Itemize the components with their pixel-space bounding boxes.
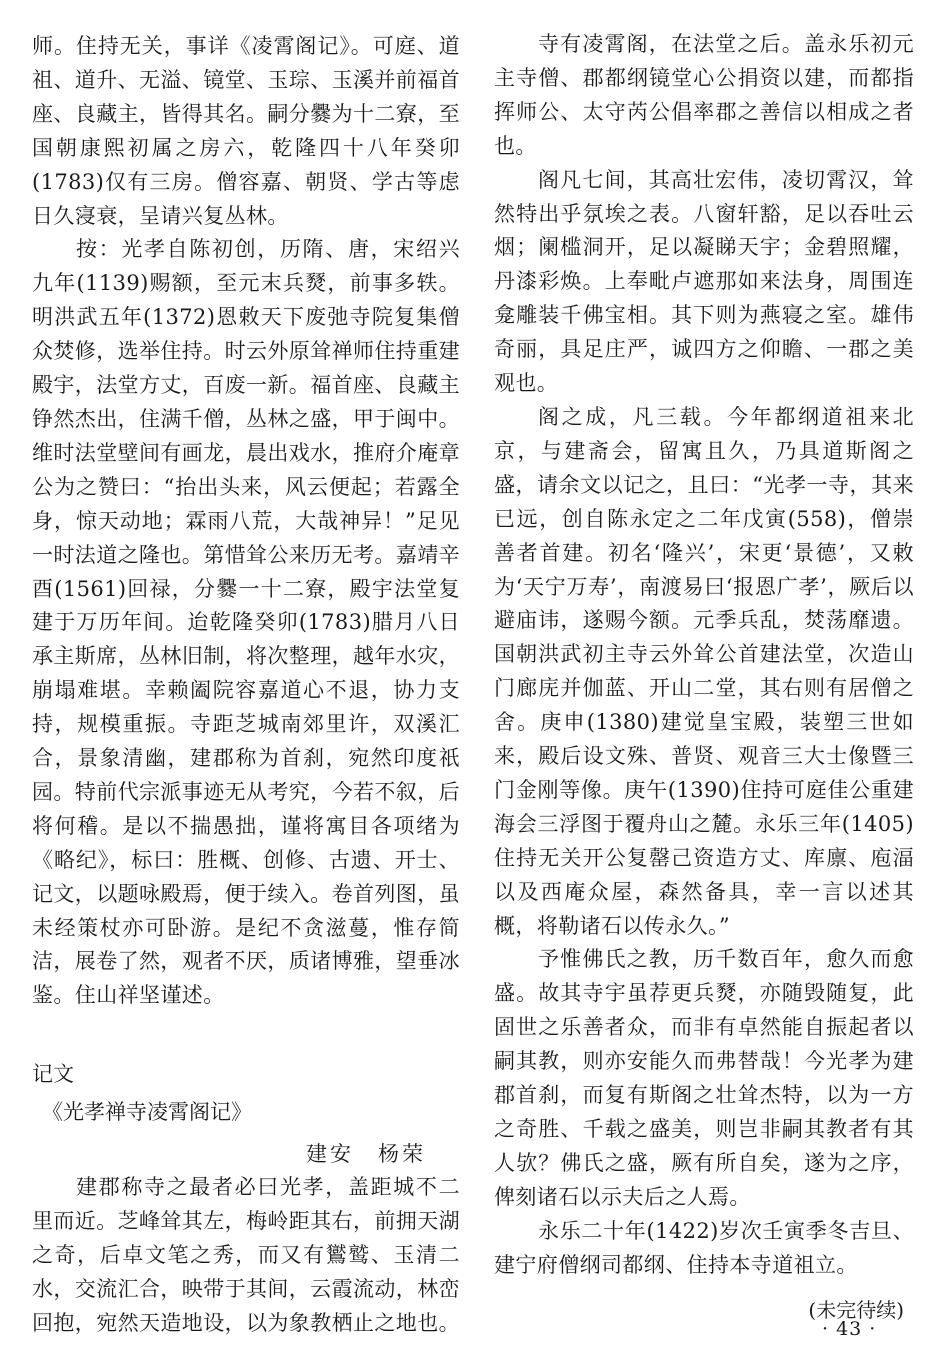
paragraph: 阁之成，凡三载。今年都纲道祖来北京，与建斋会，留寓且久，乃具道斯阁之盛，请余文以记之，且曰：“光孝一寺，其来已远，创自陈永定之二年戊寅(558)，僧崇善者首建。初名‘隆兴’，宋更‘景德’，又敕为‘天宁万寿’，南渡易曰‘报恩广孝’，厥后以避庙讳，遂赐今额。元季兵乱，焚荡靡遗。国朝洪武初主寺云外耸公首建法堂，次造山门廊庑并伽蓝、开山二堂，其右则有居僧之舍。庚申(1380)建觉皇宝殿，装塑三世如来，殿后设文殊、普贤、观音三大士像暨三门金刚等像。庚午(1390)住持可庭佳公重建海会三浮图于覆舟山之麓。永乐三年(1405)住持无关开公复罄己资造方丈、库廪、庖湢以及西庵众屋，森然备具，幸一言以述其概，将勒诸石以传永久。” (494, 404, 914, 938)
paragraph: 阁凡七间，其高壮宏伟，凌切霄汉，耸然特出乎氛埃之表。八窗轩豁，足以吞吐云烟；阑槛洞开，足以凝睇天宇；金碧照耀，丹漆彩焕。上奉毗卢遮那如来法身，周围连龛雕装千佛宝相。其下则为燕寝之室。雄伟奇丽，具足庄严，诚四方之仰瞻、一郡之美观也。 (494, 167, 914, 396)
paragraph: 予惟佛氏之教，历千数百年，愈久而愈盛。故其寺宇虽荐更兵燹，亦随毁随复，此固世之乐善者众，而非有卓然能自振起者以嗣其教，则亦安能久而弗替哉！今光孝为建郡首刹，而复有斯阁之壮耸杰特，以为一方之奇胜、千载之盛美，则岂非嗣其教者有其人欤？佛氏之盛，厥有所自矣，遂为之序，俾刻诸石以示夫后之人焉。 (494, 947, 914, 1209)
left-column (32, 30, 460, 1341)
page-number: · 43 · (822, 1318, 877, 1340)
article-title: 《光孝禅寺凌霄阁记》 (42, 1100, 252, 1125)
paragraph: 寺有凌霄阁，在法堂之后。盖永乐初元主寺僧、郡都纲镜堂心公捐资以建，而都指挥师公、太守芮公倡率郡之善信以相成之者也。 (494, 32, 914, 158)
to-be-continued-note: (未完待续) (808, 1297, 904, 1322)
paragraph: 按：光孝自陈初创，历隋、唐，宋绍兴九年(1139)赐额，至元末兵燹，前事多轶。明洪武五年(1372)恩敕天下废弛寺院复集僧众焚修，选举住持。时云外原耸禅师住持重建殿宇，法堂方丈，百废一新。福首座、良藏主铮然杰出，住满千僧，丛林之盛，甲于闽中。维时法堂壁间有画龙，晨出戏水，推府介庵章公为之赞曰：“抬出头来，风云便起；若露全身，惊天动地；霖雨八荒，大哉神异！”足见一时法道之隆也。第惜耸公来历无考。嘉靖辛酉(1561)回禄，分爨一十二寮，殿宇法堂复建于万历年间。迨乾隆癸卯(1783)腊月八日承主斯席，丛林旧制，将次整理，越年水灾，崩塌难堪。幸赖阖院容嘉道心不退，协力支持，规模重振。寺距芝城南郊里许，双溪汇合，景象清幽，建郡称为首刹，宛然印度祇园。特前代宗派事迹无从考究，今若不叙，后将何稽。是以不揣愚拙，谨将寓目各项绪为《略纪》，标曰：胜概、创修、古遗、开士、记文，以题咏殿焉，便于续入。卷首列图，虽未经策杖亦可卧游。是纪不贪滋蔓，惟存简洁，展卷了然，观者不厌，质诸博雅，望垂冰鉴。住山祥坚谨述。 (32, 237, 460, 1008)
right-column (494, 28, 914, 1327)
author-line: 建安 杨荣 (306, 1142, 426, 1167)
paragraph: 建郡称寺之最者必曰光孝，盖距城不二里而近。芝峰耸其左，梅岭距其右，前拥天湖之奇，后卓文笔之秀，而又有鸑鹫、玉清二水，交流汇合，映带于其间，云霞流动，林峦回抱，宛然天造地设，以为象教栖止之地也。 (32, 1175, 460, 1335)
paragraph: 师。住持无关，事详《凌霄阁记》。可庭、道祖、道升、无溢、镜堂、玉琮、玉溪并前福首座、良藏主，皆得其名。嗣分爨为十二寮，至国朝康熙初属之房六，乾隆四十八年癸卯(1783)仅有三房。僧容嘉、朝贤、学古等虑日久寖衰，呈请兴复丛林。 (32, 34, 460, 228)
paragraph: 永乐二十年(1422)岁次壬寅季冬吉旦、建宁府僧纲司都纲、住持本寺道祖立。 (494, 1218, 914, 1277)
section-heading: 记文 (32, 1062, 74, 1087)
